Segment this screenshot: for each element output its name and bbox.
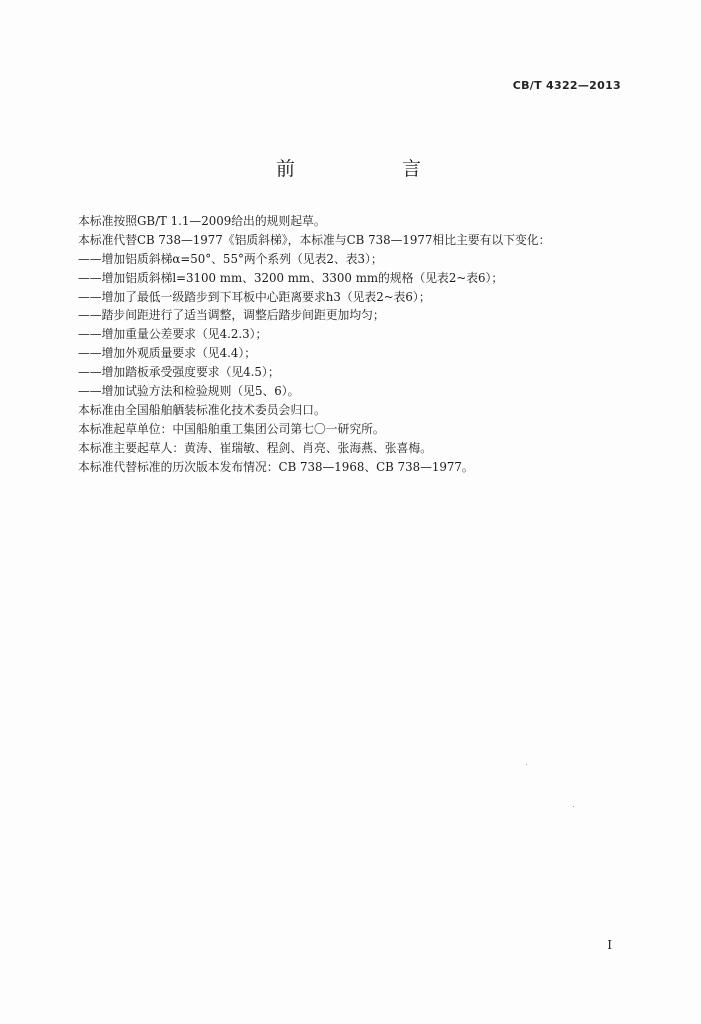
change-item: ——增加外观质量要求（见4.4）；	[78, 346, 257, 361]
paragraph-replacement: 本标准代替CB 738—1977《铝质斜梯》，本标准与CB 738—1977相比主要有以下变化：	[78, 232, 551, 247]
standard-code: CB/T 4322—2013	[512, 79, 621, 92]
scan-speck	[526, 764, 527, 765]
page-number: I	[607, 938, 612, 952]
foreword-body	[78, 212, 638, 476]
paragraph-drafting-rule: 本标准按照GB/T 1.1—2009给出的规则起草。	[78, 214, 326, 228]
page-title: 前 言	[275, 158, 465, 180]
paragraph-drafters: 本标准主要起草人：黄涛、崔瑞敏、程剑、肖亮、张海燕、张喜梅。	[78, 440, 432, 455]
change-item: ——增加铝质斜梯l=3100 mm、3200 mm、3300 mm的规格（见表2~表6）；	[78, 270, 504, 285]
paragraph-committee: 本标准由全国船舶舾装标准化技术委员会归口。	[78, 402, 326, 417]
paragraph-drafting-unit: 本标准起草单位：中国船舶重工集团公司第七〇一研究所。	[78, 421, 385, 436]
change-item: ——增加了最低一级踏步到下耳板中心距离要求h3（见表2~表6）；	[78, 289, 431, 304]
change-item: ——增加重量公差要求（见4.2.3）；	[78, 327, 268, 342]
change-item: ——踏步间距进行了适当调整，调整后踏步间距更加均匀；	[78, 308, 385, 323]
change-item: ——增加踏板承受强度要求（见4.5）；	[78, 365, 280, 380]
change-item: ——增加铝质斜梯α=50°、55°两个系列（见表2、表3）；	[78, 251, 383, 266]
change-item: ——增加试验方法和检验规则（见5、6）。	[78, 384, 300, 399]
scan-speck	[573, 806, 574, 807]
paragraph-history: 本标准代替标准的历次版本发布情况：CB 738—1968、CB 738—1977。	[78, 459, 474, 474]
